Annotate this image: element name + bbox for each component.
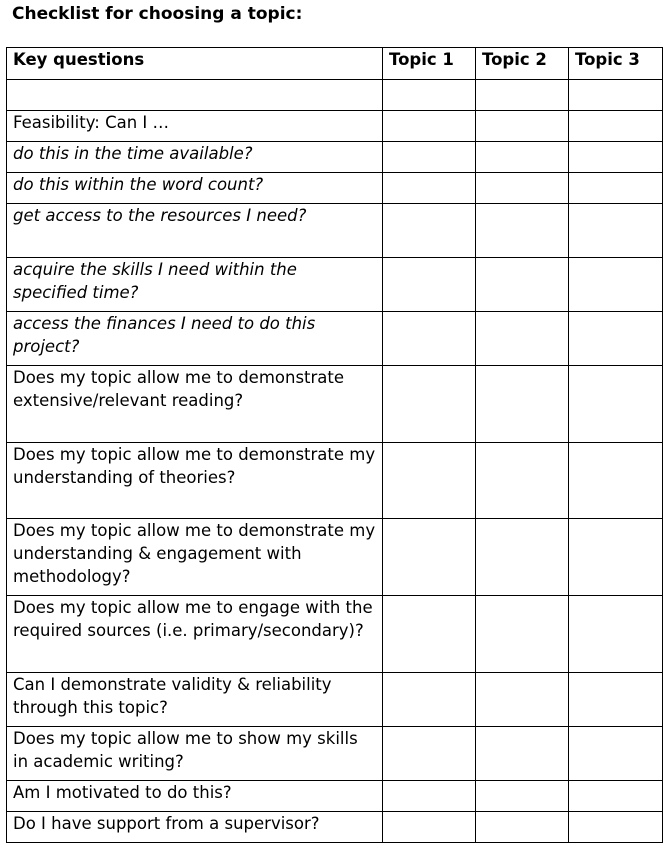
question-cell: Feasibility: Can I … xyxy=(7,111,383,142)
topic-2-cell[interactable] xyxy=(476,173,569,204)
topic-3-cell[interactable] xyxy=(569,173,663,204)
table-row xyxy=(7,443,663,519)
topic-2-cell[interactable] xyxy=(476,258,569,312)
topic-1-cell[interactable] xyxy=(383,519,476,596)
table-row xyxy=(7,312,663,366)
topic-1-cell[interactable] xyxy=(383,443,476,519)
question-cell: Does my topic allow me to show my skills in academic writing? xyxy=(7,727,383,781)
table-row xyxy=(7,781,663,812)
topic-1-cell[interactable] xyxy=(383,366,476,443)
topic-2-cell[interactable] xyxy=(476,142,569,173)
table-row xyxy=(7,204,663,258)
topic-3-cell[interactable] xyxy=(569,366,663,443)
table-row xyxy=(7,596,663,673)
topic-1-cell[interactable] xyxy=(383,173,476,204)
topic-2-cell[interactable] xyxy=(476,781,569,812)
question-cell: do this in the time available? xyxy=(7,142,383,173)
topic-checklist-table xyxy=(6,47,663,843)
topic-2-cell[interactable] xyxy=(476,812,569,843)
question-cell: get access to the resources I need? xyxy=(7,204,383,258)
topic-2-cell[interactable] xyxy=(476,204,569,258)
topic-3-cell[interactable] xyxy=(569,443,663,519)
topic-2-cell[interactable] xyxy=(476,80,569,111)
topic-2-cell[interactable] xyxy=(476,519,569,596)
header-key-questions: Key questions xyxy=(7,48,383,80)
table-row xyxy=(7,727,663,781)
table-row xyxy=(7,173,663,204)
topic-3-cell[interactable] xyxy=(569,312,663,366)
question-cell: Does my topic allow me to demonstrate extensive/relevant reading? xyxy=(7,366,383,443)
table-row xyxy=(7,111,663,142)
topic-1-cell[interactable] xyxy=(383,812,476,843)
topic-3-cell[interactable] xyxy=(569,727,663,781)
topic-1-cell[interactable] xyxy=(383,80,476,111)
question-cell: Does my topic allow me to engage with the required sources (i.e. primary/secondary)? xyxy=(7,596,383,673)
topic-3-cell[interactable] xyxy=(569,142,663,173)
topic-1-cell[interactable] xyxy=(383,312,476,366)
question-cell: Can I demonstrate validity & reliability through this topic? xyxy=(7,673,383,727)
question-cell: do this within the word count? xyxy=(7,173,383,204)
topic-1-cell[interactable] xyxy=(383,258,476,312)
topic-3-cell[interactable] xyxy=(569,812,663,843)
topic-3-cell[interactable] xyxy=(569,781,663,812)
question-cell: Am I motivated to do this? xyxy=(7,781,383,812)
topic-1-cell[interactable] xyxy=(383,204,476,258)
topic-1-cell[interactable] xyxy=(383,142,476,173)
topic-2-cell[interactable] xyxy=(476,443,569,519)
topic-2-cell[interactable] xyxy=(476,312,569,366)
topic-1-cell[interactable] xyxy=(383,596,476,673)
question-cell: access the finances I need to do this project? xyxy=(7,312,383,366)
header-topic-3: Topic 3 xyxy=(569,48,663,80)
topic-1-cell[interactable] xyxy=(383,673,476,727)
table-row xyxy=(7,142,663,173)
table-row xyxy=(7,519,663,596)
topic-2-cell[interactable] xyxy=(476,596,569,673)
question-cell: Does my topic allow me to demonstrate my understanding of theories? xyxy=(7,443,383,519)
table-row xyxy=(7,673,663,727)
topic-3-cell[interactable] xyxy=(569,111,663,142)
question-cell: Do I have support from a supervisor? xyxy=(7,812,383,843)
table-row xyxy=(7,812,663,843)
topic-3-cell[interactable] xyxy=(569,80,663,111)
header-topic-2: Topic 2 xyxy=(476,48,569,80)
question-cell xyxy=(7,80,383,111)
topic-3-cell[interactable] xyxy=(569,596,663,673)
topic-2-cell[interactable] xyxy=(476,366,569,443)
page-title: Checklist for choosing a topic: xyxy=(12,4,303,24)
table-row xyxy=(7,258,663,312)
question-cell: acquire the skills I need within the specified time? xyxy=(7,258,383,312)
topic-1-cell[interactable] xyxy=(383,781,476,812)
topic-3-cell[interactable] xyxy=(569,204,663,258)
topic-1-cell[interactable] xyxy=(383,111,476,142)
topic-1-cell[interactable] xyxy=(383,727,476,781)
topic-3-cell[interactable] xyxy=(569,258,663,312)
header-topic-1: Topic 1 xyxy=(383,48,476,80)
table-row xyxy=(7,366,663,443)
topic-2-cell[interactable] xyxy=(476,111,569,142)
header-row xyxy=(7,48,663,80)
question-cell: Does my topic allow me to demonstrate my understanding & engagement with methodology? xyxy=(7,519,383,596)
table-row xyxy=(7,80,663,111)
topic-3-cell[interactable] xyxy=(569,519,663,596)
topic-3-cell[interactable] xyxy=(569,673,663,727)
topic-2-cell[interactable] xyxy=(476,673,569,727)
topic-2-cell[interactable] xyxy=(476,727,569,781)
